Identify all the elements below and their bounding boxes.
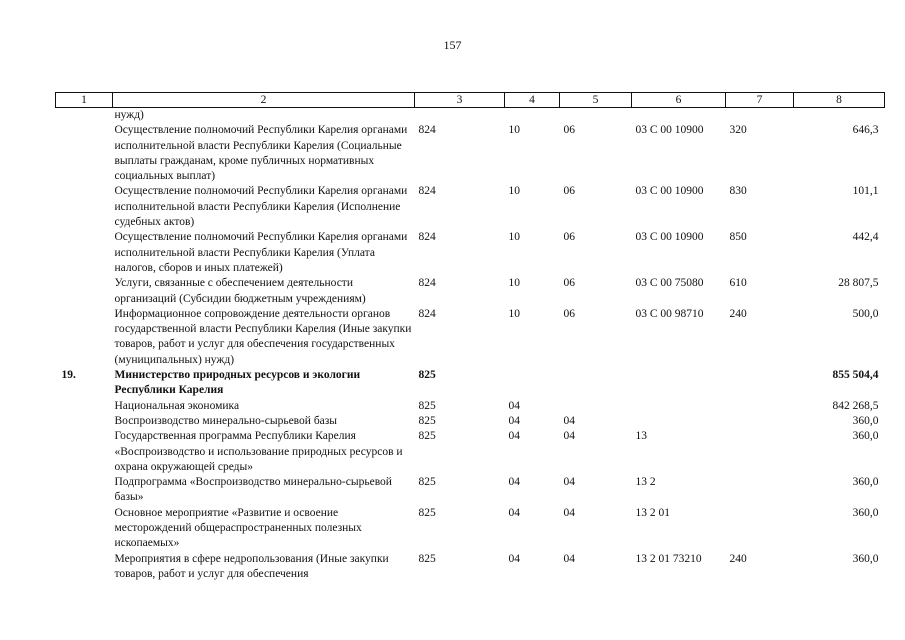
subsection-code: 04	[563, 414, 575, 427]
expense-type-code: 850	[729, 231, 747, 244]
row-name: Осуществление полномочий Республики Карелия органами исполнительной власти Республики Карелия (Исполнение судебных актов)	[114, 185, 408, 229]
section-code: 04	[508, 399, 520, 412]
column-header: 5	[560, 93, 632, 108]
page-number: 157	[443, 38, 462, 52]
section-code: 10	[508, 124, 520, 137]
amount-value	[794, 108, 885, 124]
table-row	[56, 230, 885, 276]
expense-type-code: 240	[729, 552, 747, 565]
target-article-code: 03 С 00 98710	[635, 307, 704, 320]
section-code: 04	[508, 414, 520, 427]
row-number	[56, 184, 113, 230]
row-name: Осуществление полномочий Республики Карелия органами исполнительной власти Республики Карелия (Уплата налогов, сборов и иных платежей)	[114, 231, 408, 274]
budget-table	[55, 92, 885, 582]
row-name: нужд)	[114, 109, 144, 121]
column-header: 3	[415, 93, 505, 108]
row-number	[56, 429, 113, 475]
target-article-code: 13	[635, 430, 647, 443]
amount-value: 360,0	[852, 476, 879, 489]
subsection-code: 04	[563, 476, 575, 489]
amount-value: 842 268,5	[832, 399, 879, 412]
admin-code	[415, 108, 505, 124]
subsection-code: 04	[563, 430, 575, 443]
expense-type-code: 240	[729, 307, 747, 320]
section-code: 10	[508, 277, 520, 290]
row-number: 19.	[61, 369, 76, 382]
amount-value: 360,0	[852, 506, 879, 519]
admin-code: 824	[418, 124, 436, 137]
row-name: Услуги, связанные с обеспечением деятельности организаций (Субсидии бюджетным учреждениям)	[114, 277, 366, 305]
section-code: 04	[508, 506, 520, 519]
row-name: Мероприятия в сфере недропользования (Иные закупки товаров, работ и услуг для обеспечения	[114, 552, 389, 580]
expense-type-code	[726, 399, 794, 414]
admin-code: 824	[418, 231, 436, 244]
row-name: Государственная программа Республики Карелия «Воспроизводство и использование природных ресурсов и охрана окружающей среды»	[114, 430, 403, 473]
expense-type-code	[726, 429, 794, 475]
row-name: Министерство природных ресурсов и экологии Республики Карелия	[114, 369, 361, 397]
table-header	[56, 93, 885, 108]
row-number	[56, 276, 113, 307]
section-code: 10	[508, 307, 520, 320]
section-code	[505, 368, 560, 399]
amount-value: 28 807,5	[838, 277, 879, 290]
amount-value: 360,0	[852, 552, 879, 565]
subsection-code: 06	[563, 185, 575, 198]
row-number	[56, 414, 113, 429]
expense-type-code	[726, 414, 794, 429]
expense-type-code	[726, 108, 794, 124]
row-number	[56, 506, 113, 552]
row-name: Подпрограмма «Воспроизводство минерально-сырьевой базы»	[114, 476, 392, 504]
column-header: 1	[56, 93, 113, 108]
subsection-code: 06	[563, 277, 575, 290]
expense-type-code: 320	[729, 124, 747, 137]
table-row	[56, 552, 885, 583]
section-code: 10	[508, 231, 520, 244]
target-article-code	[632, 399, 726, 414]
amount-value: 442,4	[852, 231, 879, 244]
subsection-code: 06	[563, 231, 575, 244]
row-number	[56, 108, 113, 124]
row-name: Информационное сопровождение деятельности органов государственной власти Республики Карелия (Иные закупки товаров, работ и услуг для обеспечения государственных (муниципальных) нужд)	[114, 307, 412, 366]
row-number	[56, 307, 113, 368]
target-article-code: 03 С 00 10900	[635, 185, 704, 198]
amount-value: 500,0	[852, 307, 879, 320]
subsection-code	[560, 399, 632, 414]
row-number	[56, 230, 113, 276]
table-row	[56, 108, 885, 124]
target-article-code	[632, 414, 726, 429]
table-row	[56, 368, 885, 399]
section-code	[505, 108, 560, 124]
section-code: 04	[508, 552, 520, 565]
target-article-code: 03 С 00 10900	[635, 231, 704, 244]
admin-code: 825	[418, 552, 436, 565]
row-number	[56, 475, 113, 506]
admin-code: 825	[418, 506, 436, 519]
admin-code: 824	[418, 277, 436, 290]
section-code: 04	[508, 476, 520, 489]
section-code: 10	[508, 185, 520, 198]
table-row	[56, 307, 885, 368]
subsection-code: 04	[563, 506, 575, 519]
amount-value: 360,0	[852, 430, 879, 443]
subsection-code: 04	[563, 552, 575, 565]
table-body	[56, 108, 885, 583]
admin-code: 824	[418, 185, 436, 198]
amount-value: 855 504,4	[832, 369, 879, 382]
expense-type-code: 610	[729, 277, 747, 290]
subsection-code: 06	[563, 307, 575, 320]
subsection-code	[560, 368, 632, 399]
column-header: 2	[113, 93, 415, 108]
subsection-code	[560, 108, 632, 124]
row-number	[56, 123, 113, 184]
table-row	[56, 475, 885, 506]
row-name: Национальная экономика	[114, 399, 240, 412]
expense-type-code	[726, 475, 794, 506]
target-article-code	[632, 368, 726, 399]
admin-code: 825	[418, 430, 436, 443]
column-header: 8	[794, 93, 885, 108]
amount-value: 360,0	[852, 414, 879, 427]
table-row	[56, 276, 885, 307]
target-article-code: 13 2 01	[635, 506, 670, 519]
admin-code: 825	[418, 399, 436, 412]
row-name: Основное мероприятие «Развитие и освоение месторождений общераспространенных полезных ископаемых»	[114, 506, 362, 550]
row-name: Осуществление полномочий Республики Карелия органами исполнительной власти Республики Карелия (Социальные выплаты гражданам, кроме публичных нормативных социальных выплат)	[114, 124, 408, 183]
column-header: 6	[632, 93, 726, 108]
row-number	[56, 552, 113, 583]
row-name: Воспроизводство минерально-сырьевой базы	[114, 414, 338, 427]
table-row	[56, 123, 885, 184]
expense-type-code: 830	[729, 185, 747, 198]
target-article-code: 03 С 00 75080	[635, 277, 704, 290]
column-header: 4	[505, 93, 560, 108]
target-article-code: 13 2	[635, 476, 656, 489]
admin-code: 825	[418, 369, 436, 382]
amount-value: 646,3	[852, 124, 879, 137]
subsection-code: 06	[563, 124, 575, 137]
section-code: 04	[508, 430, 520, 443]
admin-code: 825	[418, 476, 436, 489]
admin-code: 824	[418, 307, 436, 320]
amount-value: 101,1	[852, 185, 879, 198]
column-header: 7	[726, 93, 794, 108]
table-row	[56, 429, 885, 475]
table-row	[56, 414, 885, 429]
row-number	[56, 399, 113, 414]
table-row	[56, 506, 885, 552]
expense-type-code	[726, 506, 794, 552]
table-row	[56, 184, 885, 230]
header-row	[56, 93, 885, 108]
expense-type-code	[726, 368, 794, 399]
admin-code: 825	[418, 414, 436, 427]
target-article-code	[632, 108, 726, 124]
table-row	[56, 399, 885, 414]
target-article-code: 03 С 00 10900	[635, 124, 704, 137]
target-article-code: 13 2 01 73210	[635, 552, 702, 565]
